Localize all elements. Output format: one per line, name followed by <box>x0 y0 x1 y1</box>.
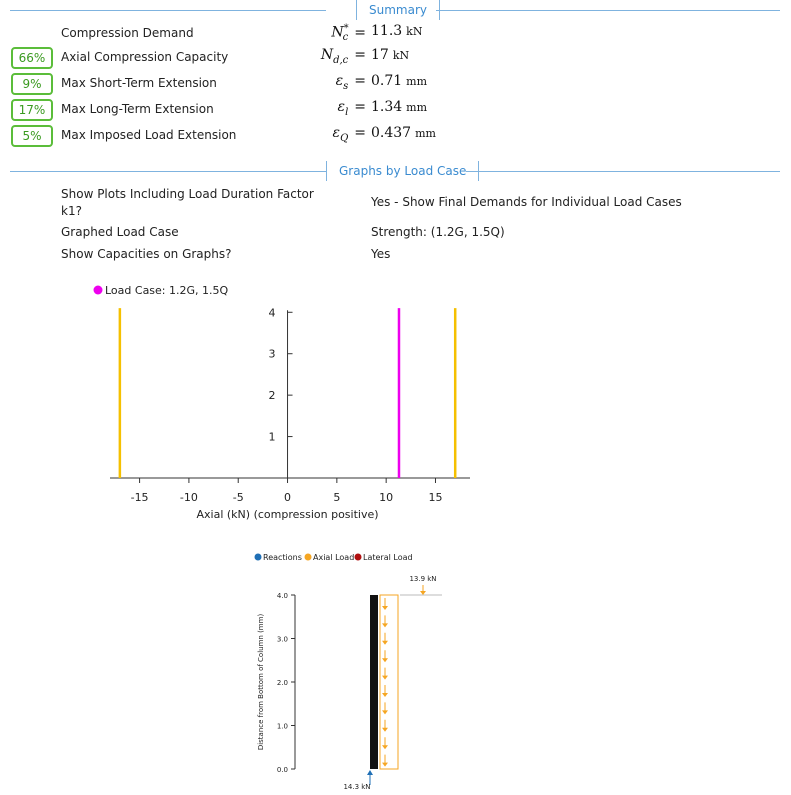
axial-load-arrowhead <box>382 676 388 680</box>
option-label-k1-line1: Show Plots Including Load Duration Factor <box>61 187 314 201</box>
value-unit: mm <box>406 101 428 114</box>
graphs-divider-right <box>466 171 780 172</box>
axial-load-arrowhead <box>382 658 388 662</box>
legend-label: Lateral Load <box>363 553 413 562</box>
summary-row-value <box>371 125 436 141</box>
legend-label: Axial Load <box>313 553 355 562</box>
reaction-arrowhead <box>367 770 373 775</box>
symbol-base: N <box>320 47 334 63</box>
value-unit: kN <box>392 49 410 62</box>
axial-chart <box>0 280 791 530</box>
summary-row-label: Max Imposed Load Extension <box>61 128 237 142</box>
axial-load-arrowhead <box>382 606 388 610</box>
symbol-sub: d,c <box>333 54 349 66</box>
legend-label: Reactions <box>263 553 302 562</box>
symbol-base: ε <box>332 125 341 141</box>
option-label-capacities: Show Capacities on Graphs? <box>61 247 232 261</box>
axial-load-arrowhead <box>382 745 388 749</box>
distributed-load-box <box>380 595 398 769</box>
summary-row-label: Axial Compression Capacity <box>61 50 229 64</box>
summary-row-symbol <box>336 73 366 92</box>
x-tick-label: 10 <box>379 491 394 504</box>
summary-divider-left <box>10 10 326 11</box>
equals-sign: = <box>354 73 366 89</box>
summary-row-value <box>371 73 427 89</box>
summary-title: Summary <box>356 0 440 20</box>
axial-load-arrowhead <box>382 763 388 767</box>
symbol-sub: Q <box>340 132 349 144</box>
value-number: 0.437 <box>371 125 412 141</box>
equals-sign: = <box>354 24 366 41</box>
percentage-badge: 66% <box>11 47 53 69</box>
option-value-load-case[interactable]: Strength: (1.2G, 1.5Q) <box>371 225 505 239</box>
summary-divider-right <box>436 10 780 11</box>
x-tick-label: -15 <box>130 491 149 504</box>
x-tick-label: -5 <box>232 491 244 504</box>
percentage-badge: 9% <box>11 73 53 95</box>
summary-row-label: Max Long-Term Extension <box>61 102 214 116</box>
column-member <box>370 595 378 769</box>
summary-row-label: Compression Demand <box>61 26 194 40</box>
value-unit: mm <box>406 75 428 88</box>
symbol-sup: * <box>343 23 349 34</box>
y-tick-label: 3 <box>268 347 276 361</box>
y-tick-label: 4.0 <box>276 592 288 600</box>
graphs-title: Graphs by Load Case <box>326 161 479 181</box>
summary-row-symbol <box>321 47 366 66</box>
x-tick-label: 15 <box>428 491 443 504</box>
value-number: 17 <box>371 47 389 63</box>
axial-load-arrowhead <box>382 693 388 697</box>
symbol-sub: c <box>342 32 349 44</box>
axial-load-arrowhead <box>382 641 388 645</box>
legend-label: Load Case: 1.2G, 1.5Q <box>105 284 229 297</box>
summary-row-value <box>371 23 422 39</box>
graphs-divider-left <box>10 171 326 172</box>
x-axis-label: Axial (kN) (compression positive) <box>196 508 379 521</box>
symbol-base: ε <box>337 99 346 115</box>
y-tick-label: 1 <box>268 430 276 444</box>
value-number: 0.71 <box>371 73 403 89</box>
top-load-label: 13.9 kN <box>409 575 437 583</box>
y-axis-label: Distance from Bottom of Column (mm) <box>257 613 265 751</box>
summary-row-value <box>371 47 409 63</box>
symbol-base: ε <box>335 73 344 89</box>
axial-load-arrowhead <box>382 710 388 714</box>
y-tick-label: 3.0 <box>276 635 288 644</box>
x-tick-label: 0 <box>284 491 292 504</box>
summary-row-value <box>371 99 427 115</box>
y-tick-label: 1.0 <box>276 722 288 731</box>
axial-load-arrowhead <box>382 623 388 627</box>
legend-marker <box>305 554 312 561</box>
y-tick-label: 0.0 <box>276 766 288 774</box>
option-value-k1[interactable]: Yes - Show Final Demands for Individual Load Cases <box>371 195 682 209</box>
legend-marker <box>255 554 262 561</box>
summary-row-symbol <box>331 23 366 43</box>
legend-marker <box>94 286 103 295</box>
option-label-k1-line2: k1? <box>61 204 82 218</box>
summary-row-symbol <box>333 125 366 144</box>
symbol-sub: s <box>343 80 349 92</box>
percentage-badge: 5% <box>11 125 53 147</box>
summary-row-label: Max Short-Term Extension <box>61 76 217 90</box>
option-value-capacities[interactable]: Yes <box>371 247 391 261</box>
y-tick-label: 2.0 <box>276 679 288 687</box>
value-unit: mm <box>415 127 436 140</box>
column-diagram <box>0 545 791 795</box>
percentage-badge: 17% <box>11 99 53 121</box>
value-number: 1.34 <box>371 99 403 115</box>
value-unit: kN <box>406 25 423 38</box>
equals-sign: = <box>354 47 366 63</box>
value-number: 11.3 <box>371 23 403 39</box>
axial-load-arrowhead <box>382 728 388 732</box>
y-tick-label: 4 <box>268 306 276 320</box>
x-tick-label: 5 <box>333 491 341 504</box>
option-label-load-case: Graphed Load Case <box>61 225 179 239</box>
equals-sign: = <box>354 99 366 115</box>
symbol-base: N <box>331 24 344 41</box>
x-tick-label: -10 <box>179 491 198 504</box>
top-load-arrowhead <box>420 591 426 595</box>
option-label-k1 <box>61 186 314 220</box>
symbol-sub: l <box>345 106 349 118</box>
y-tick-label: 2 <box>268 389 276 403</box>
reaction-label: 14.3 kN <box>343 783 371 791</box>
equals-sign: = <box>354 125 366 141</box>
summary-row-symbol <box>338 99 366 118</box>
legend-marker <box>355 554 362 561</box>
